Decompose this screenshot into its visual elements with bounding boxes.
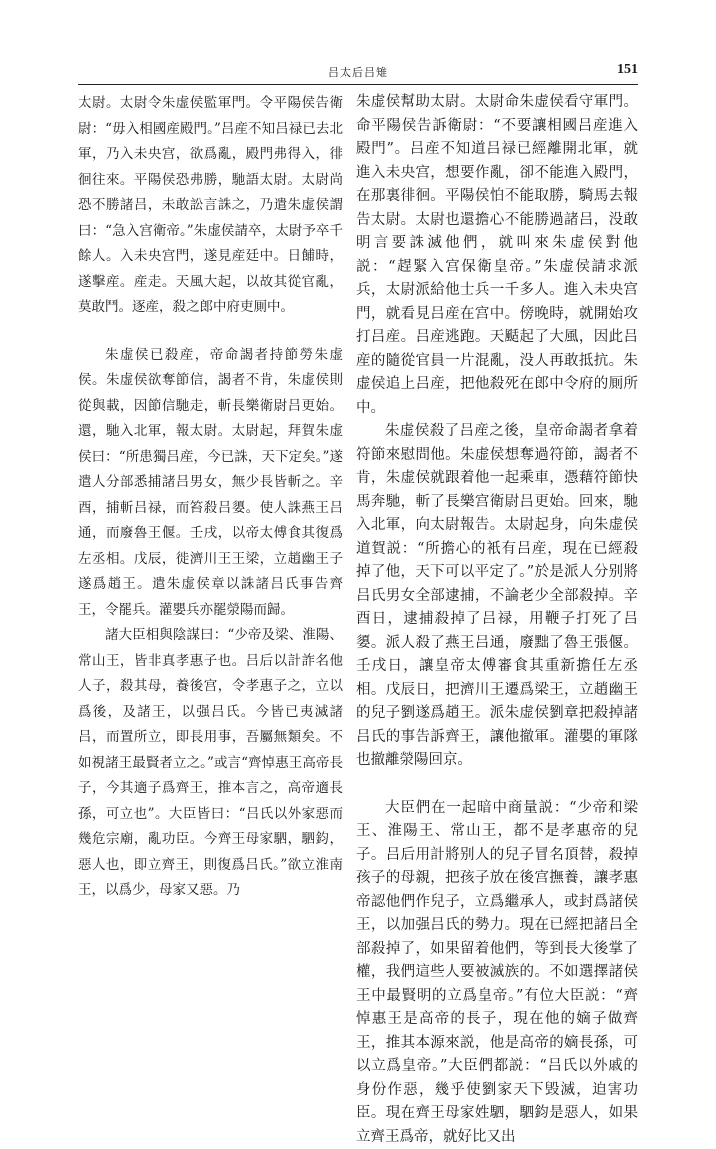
classical-paragraph-2: 朱虚侯已殺産，帝命謁者持節勞朱虚侯。朱虚侯欲奪節信，謁者不肯，朱虚侯則從與載，因節信馳走，斬長樂衛尉吕更始。還，馳入北軍，報太尉。太尉起，拜賀朱虚侯曰：“所患獨吕産，今已誅，天下定矣。”遂遣人分部悉捕諸吕男女，無少長皆斬之。辛酉，捕斬吕禄，而笞殺吕嬃。使人誅燕王吕通，而廢魯王偃。壬戌，以帝太傅食其復爲左丞相。戊辰，徙濟川王王梁，立趙幽王子遂爲趙王。遣朱虚侯章以誅諸吕氏事告齊王，令罷兵。灌嬰兵亦罷滎陽而歸。 <box>78 343 343 624</box>
modern-paragraph-1: 朱虚侯幫助太尉。太尉命朱虚侯看守軍門。命平陽侯告訴衛尉：“不要讓相國吕産進入殿門”。吕産不知道吕禄已經離開北軍，就進入未央宫，想要作亂，卻不能進入殿門，在那裏徘徊。平陽侯怕不能取勝，騎馬去報告太尉。太尉也還擔心不能勝過諸吕，没敢明言要誅滅他們，就叫來朱虚侯對他説：“趕緊入宫保衛皇帝。”朱虚侯請求派兵，太尉派給他士兵一千多人。進入未央宫門，就看見吕産在宫中。傍晚時，就開始攻打吕産。吕産逃跑。天颳起了大風，因此吕産的隨從官員一片混亂，没人再敢抵抗。朱虚侯追上吕産，把他殺死在郎中令府的厠所中。 <box>356 91 638 420</box>
modern-paragraph-2: 朱虚侯殺了吕産之後，皇帝命謁者拿着符節來慰問他。朱虚侯想奪過符節，謁者不肯，朱虚侯就跟着他一起乘車，憑藉符節快馬奔馳，斬了長樂宫衛尉吕更始。回來，馳入北軍，向太尉報告。太尉起身，向朱虚侯道賀説：“所擔心的衹有吕産，現在已經殺掉了他，天下可以平定了。”於是派人分别將吕氏男女全部逮捕，不論老少全部殺掉。辛酉日，逮捕殺掉了吕禄，用鞭子打死了吕嬃。派人殺了燕王吕通，廢黜了魯王張偃。壬戌日，讓皇帝太傅審食其重新擔任左丞相。戊辰日，把濟川王遷爲梁王，立趙幽王的兒子劉遂爲趙王。派朱虚侯劉章把殺掉諸吕氏的事告訴齊王，讓他撤軍。灌嬰的軍隊也撤離滎陽回京。 <box>356 420 638 773</box>
classical-paragraph-3: 諸大臣相與陰謀曰：“少帝及梁、淮陽、常山王，皆非真孝惠子也。吕后以計詐名他人子，殺其母，養後宫，令孝惠子之，立以爲後，及諸王，以强吕氏。今皆已夷滅諸吕，而置所立，即長用事，吾屬無類矣。不如視諸王最賢者立之。”或言“齊悼惠王高帝長子，今其適子爲齊王，推本言之，高帝適長孫，可立也”。大臣皆曰：“吕氏以外家惡而幾危宗廟，亂功臣。今齊王母家駟，駟鈞，惡人也，即立齊王，則復爲吕氏。”欲立淮南王，以爲少，母家又惡。乃 <box>78 623 343 904</box>
modern-paragraph-3: 大臣們在一起暗中商量説：“少帝和梁王、淮陽王、常山王，都不是孝惠帝的兒子。吕后用計將别人的兒子冒名頂替，殺掉孩子的母親，把孩子放在後宫撫養，讓孝惠帝認他們作兒子，立爲繼承人，或封爲諸侯王，以加强吕氏的勢力。現在已經把諸吕全部殺掉了，如果留着他們，等到長大後掌了權，我們這些人要被滅族的。不如選擇諸侯王中最賢明的立爲皇帝。”有位大臣説：“齊悼惠王是高帝的長子，現在他的嫡子做齊王，推其本源來説，他是高帝的嫡長孫，可以立爲皇帝。”大臣們都説：“吕氏以外戚的身份作惡，幾乎使劉家天下毁滅，迫害功臣。現在齊王母家姓駟，駟鈞是惡人，如果立齊王爲帝，就好比又出 <box>356 797 638 1149</box>
page-header <box>78 62 638 84</box>
classical-text-column <box>78 91 343 904</box>
modern-translation-column <box>356 91 638 1149</box>
classical-paragraph-1: 太尉。太尉令朱虚侯監軍門。令平陽侯告衛尉：“毋入相國産殿門。”吕産不知吕禄已去北軍，乃入未央宫，欲爲亂，殿門弗得入，徘徊往來。平陽侯恐弗勝，馳語太尉。太尉尚恐不勝諸吕，未敢訟言誅之，乃遣朱虚侯謂曰：“急入宫衛帝。”朱虚侯請卒，太尉予卒千餘人。入未央宫門，遂見産廷中。日餔時，遂擊産。産走。天風大起，以故其從官亂，莫敢鬥。逐産，殺之郎中府吏厠中。 <box>78 91 343 321</box>
page-number: 151 <box>617 62 638 78</box>
running-title: 吕太后吕雉 <box>78 64 638 80</box>
header-rule <box>78 84 638 85</box>
